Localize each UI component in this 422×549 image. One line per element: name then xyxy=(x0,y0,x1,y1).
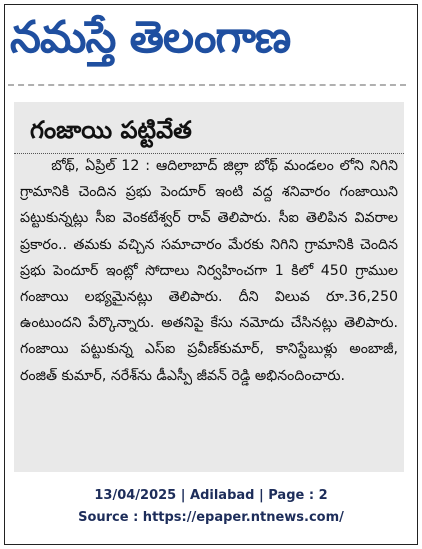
footer-source: Source : https://epaper.ntnews.com/ xyxy=(78,510,344,525)
newspaper-masthead: నమస్తే తెలంగాణ xyxy=(10,12,291,63)
masthead-divider xyxy=(8,84,406,86)
article-body: బోథ్, ఏప్రిల్ 12 : ఆదిలాబాద్ జిల్లా బోథ్ మండలం లోని నిగిని గ్రామానికి చెందిన ప్రభు పెందూర్ ఇంటి వద్ద శనివారం గంజాయిని పట్టుకున్నట్లు సీఐ వెంకటేశ్వర్ రావ్ తెలిపారు. సీఐ తెలిపిన వివరాల ప్రకారం.. తమకు వచ్చిన సమాచారం మేరకు నిగిని గ్రామానికి చెందిన ప్రభు పెందూర్ ఇంట్లో సోదాలు నిర్వహించగా 1 కిలో 450 గ్రాముల గంజాయి లభ్యమైనట్లు తెలిపారు. దీని విలువ రూ.36,250 ఉంటుందని పేర్కొన్నారు. అతనిపై కేసు నమోదు చేసినట్లు తెలిపారు. గంజాయి పట్టుకున్న ఎస్ఐ ప్రవీణ్‌కుమార్, కానిస్టేబుళ్లు అంబాజీ, రంజిత్ కుమార్, నరేశ్‌ను డీఎస్పీ జీవన్ రెడ్డి అభినందించారు. xyxy=(20,158,398,384)
footer-date-edition: 13/04/2025 | Adilabad | Page : 2 xyxy=(94,488,328,503)
article-headline: గంజాయి పట్టివేత xyxy=(30,116,192,144)
article-box xyxy=(14,102,404,472)
